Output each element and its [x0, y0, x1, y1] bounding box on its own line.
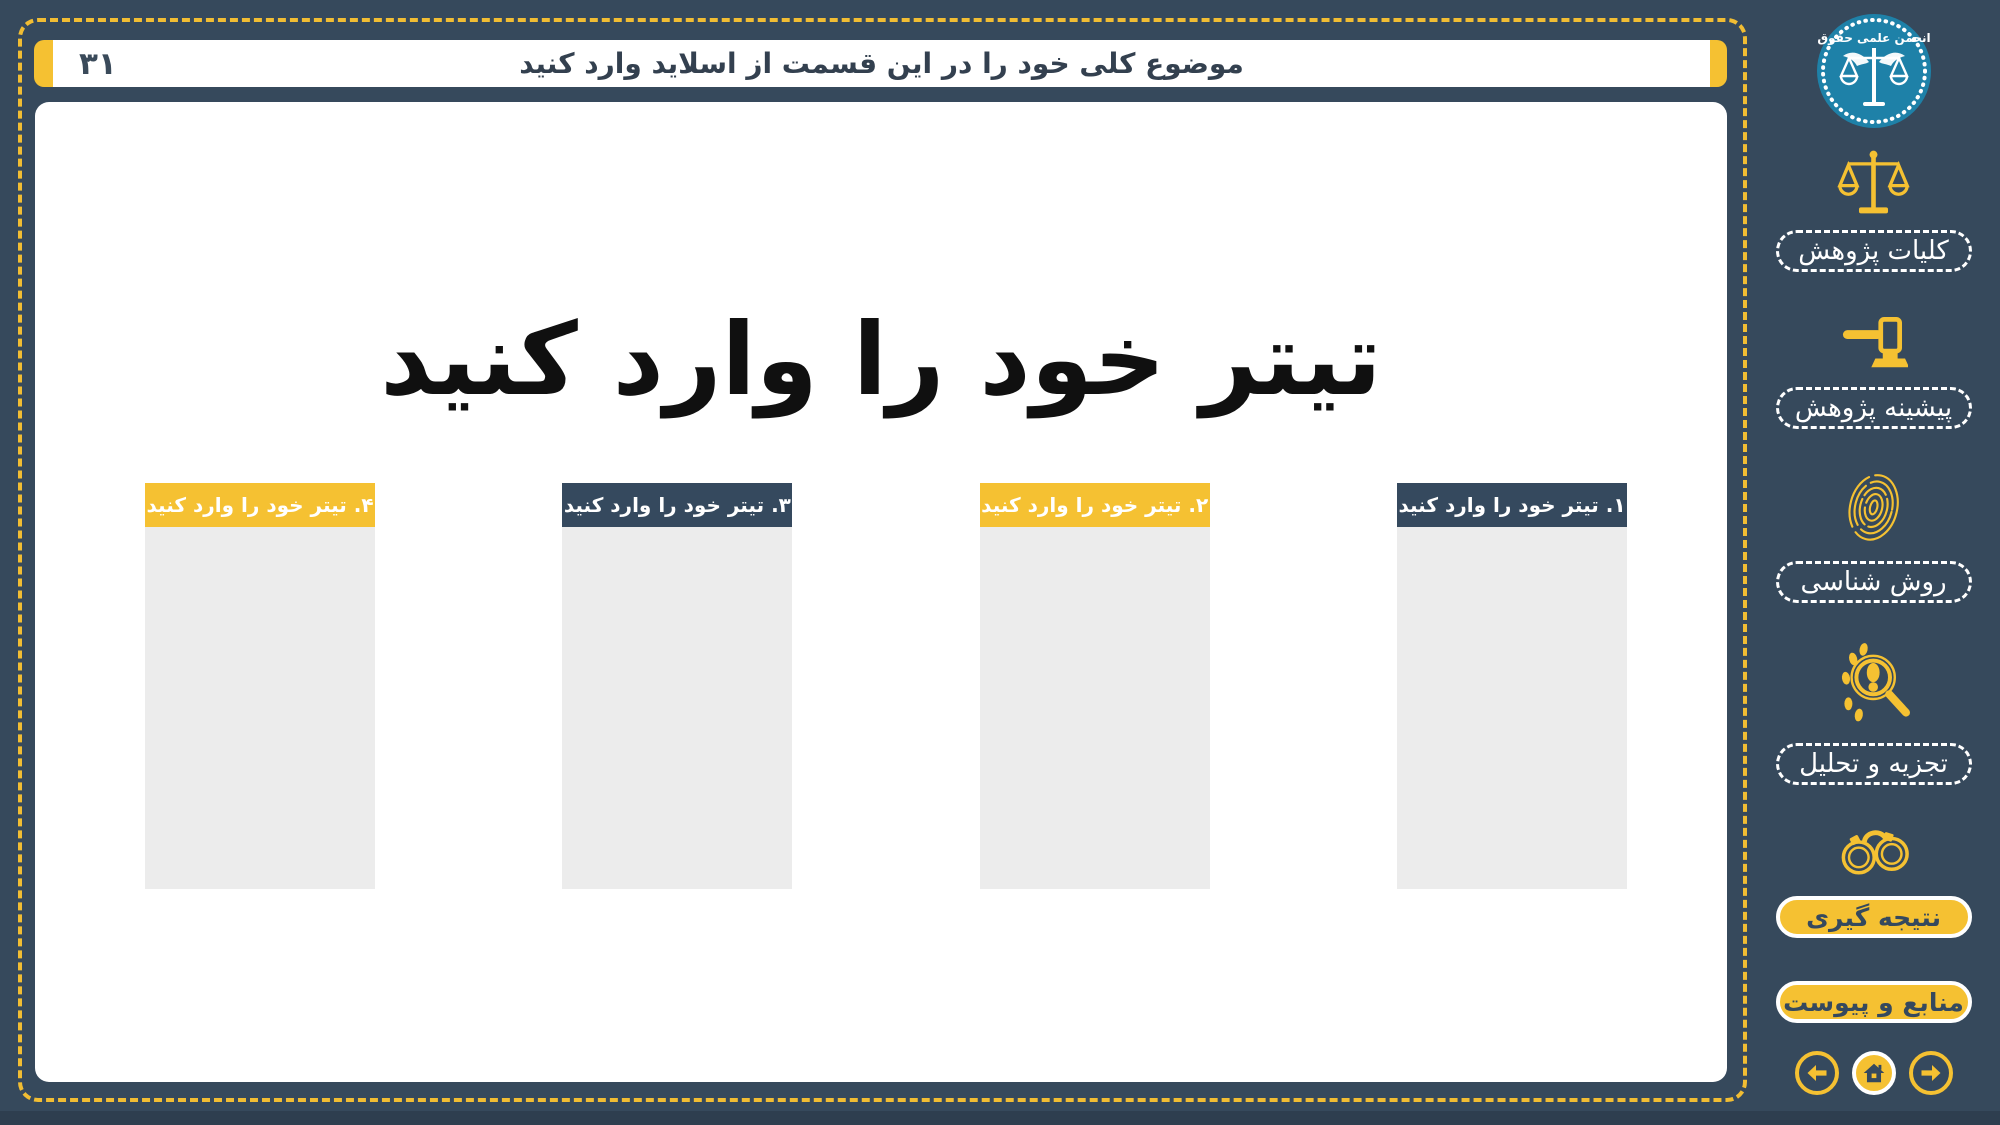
card-4 [145, 483, 375, 889]
card-1-body [1397, 527, 1627, 889]
card-4-header: ۴. تیتر خود را وارد کنید [145, 483, 375, 527]
law-association-logo [1817, 14, 1931, 128]
sidebar-item-research-background[interactable]: پیشینه پژوهش [1776, 387, 1972, 429]
sidebar [1747, 0, 2000, 1125]
card-4-body [145, 527, 375, 889]
card-2-body [980, 527, 1210, 889]
topic-placeholder-text: موضوع کلی خود را در این قسمت از اسلاید وارد کنید [519, 47, 1244, 80]
magnifier-footprints-icon [1834, 641, 1914, 725]
card-3-body [562, 527, 792, 889]
forward-arrow-icon [1919, 1061, 1943, 1085]
card-3-header: ۳. تیتر خود را وارد کنید [562, 483, 792, 527]
home-icon [1861, 1060, 1887, 1086]
card-2 [980, 483, 1210, 889]
topic-bar [34, 40, 1727, 87]
handcuffs-icon [1835, 821, 1912, 877]
logo-emblem-icon [1817, 14, 1931, 128]
svg-text:انجمن علمی حقوق: انجمن علمی حقوق [1816, 31, 1931, 45]
back-arrow-icon [1805, 1061, 1829, 1085]
scales-icon [1837, 150, 1910, 216]
forward-arrow-button[interactable] [1909, 1051, 1953, 1095]
topic-bar-inner [53, 40, 1710, 87]
slide-navigation [1795, 1051, 1953, 1095]
content-panel [35, 102, 1727, 1082]
slide-number: ۳۱ [79, 45, 117, 82]
gavel-icon [1840, 316, 1908, 370]
card-1 [1397, 483, 1627, 889]
bottom-shade [0, 1111, 2000, 1125]
fingerprint-icon [1842, 469, 1906, 543]
sidebar-item-methodology[interactable]: روش شناسی [1776, 561, 1972, 603]
sidebar-item-research-overview[interactable]: کلیات پژوهش [1776, 230, 1972, 272]
card-3 [562, 483, 792, 889]
sidebar-item-references[interactable]: منابع و پیوست [1776, 981, 1972, 1023]
card-1-header: ۱. تیتر خود را وارد کنید [1397, 483, 1627, 527]
back-arrow-button[interactable] [1795, 1051, 1839, 1095]
sidebar-item-analysis[interactable]: تجزیه و تحلیل [1776, 743, 1972, 785]
main-title-placeholder: تیتر خود را وارد کنید [380, 301, 1382, 418]
card-2-header: ۲. تیتر خود را وارد کنید [980, 483, 1210, 527]
sidebar-item-conclusion[interactable]: نتیجه گیری [1776, 896, 1972, 938]
home-button[interactable] [1852, 1051, 1896, 1095]
cards-row [145, 483, 1627, 889]
